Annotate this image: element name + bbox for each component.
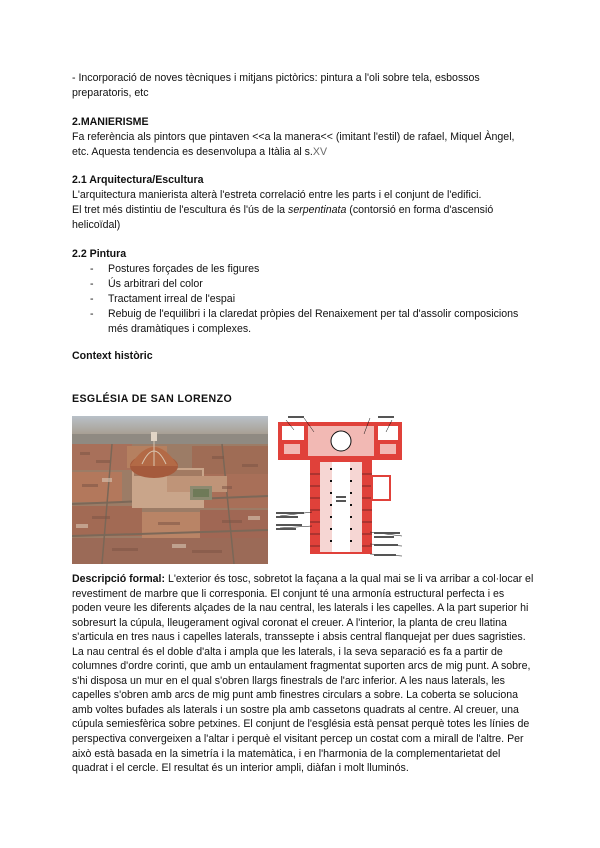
description-paragraph (72, 572, 534, 776)
century-label: XV (312, 146, 328, 158)
arquitectura-heading: 2.1 Arquitectura/Escultura (72, 174, 204, 186)
list-item: - Tractament irreal de l'espai (90, 292, 520, 307)
manierisme-heading: 2.MANIERISME (72, 116, 149, 128)
list-item: - Ús arbitrari del color (90, 277, 520, 292)
serpentinata-term: serpentinata (288, 204, 347, 216)
arquitectura-line1: L'arquitectura manierista alterà l'estreta correlació entre les parts i el conjunt de l'edifici. (72, 189, 482, 201)
escultura-paragraph (72, 203, 532, 233)
church-floor-plan (274, 416, 410, 564)
manierisme-text: Fa referència als pintors que pintaven <<a la manera<< (imitant l'estil) de rafael, Miquel Àngel, etc. Aquesta tendencia es desenvolupa a Itàlia al s. (72, 131, 515, 158)
manierisme-paragraph (72, 130, 532, 160)
pintura-list (90, 262, 520, 337)
pintura-heading: 2.2 Pintura (72, 248, 127, 260)
san-lorenzo-title: ESGLÉSIA DE SAN LORENZO (72, 393, 233, 405)
florence-aerial-photo (72, 416, 268, 564)
list-item: - Postures forçades de les figures (90, 262, 520, 277)
escultura-text-post: (contorsió en forma d'ascensió helicoïdal) (72, 204, 494, 231)
context-heading: Context històric (72, 350, 153, 362)
list-item: - Rebuig de l'equilibri i la claredat pròpies del Renaixement per tal d'assolir composicions més dramàtiques i complexes. (90, 307, 520, 337)
escultura-text-pre: El tret més distintiu de l'escultura és l'ús de la (72, 204, 289, 216)
intro-line: - Incorporació de noves tècniques i mitjans pictòrics: pintura a l'oli sobre tela, esbossos preparatoris, etc (72, 72, 480, 99)
description-label: Descripció formal: (72, 573, 166, 585)
description-text: L'exterior és tosc, sobretot la façana a la qual mai se li va arribar a col·locar el revestiment de marbre que li corresponia. El conjunt té una armonía estructural perfecta i es poden veure les diferents alçades de la nau central, les laterals i les capelles. A la part superior hi sobresurt la cúpula, lleugerament ogival coronat el creuer. A l'interior, la planta de creu llatina s'articula en tres naus i capelles laterals, transsepte i absis central flanquejat per dues sagristies. La nau central és el doble d'alta i ampla que les laterals, i la seva separació es fa a partir de columnes d'ordre corinti, que amb un entaulament fragmentat suporten arcs de mig punt. A sobre, s'hi disposa un mur en el qual s'obren llargs finestrals de l'arc inferior. A les naus laterals, les capelles s'obren amb arcs de mig punt amb finestres circulars a sobre. La coberta se soluciona amb voltes bufades als laterals i un sostre pla amb cassetons quadrats al centre. Al creuer, una cúpula semiesfèrica sobre petxines. El conjunt de l'església està pensat perquè totes les línies de perspectiva convergeixen a l'altar i perquè el visitant percep un costat com a mirall de l'altre. Per això està basada en la simetría i la matemàtica, i en l'harmonia de la complementarietat del quadrat i el cercle. El resultat és un interior ampli, diàfan i molt lluminós. (72, 573, 534, 775)
